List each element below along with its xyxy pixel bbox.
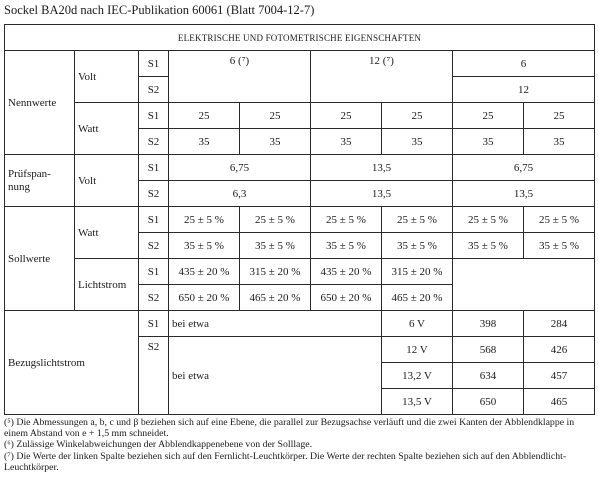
sub-label: S1 <box>139 207 169 233</box>
table-cell: 25 ± 5 % <box>524 207 595 233</box>
table-cell: 426 <box>524 337 595 363</box>
footnotes <box>4 417 592 473</box>
table-cell: 35 <box>524 129 595 155</box>
table-cell: bei etwa <box>169 311 382 337</box>
table-cell: 13,5 V <box>382 389 453 415</box>
table-cell: 25 ± 5 % <box>453 207 524 233</box>
table-cell: 12 (⁷) <box>311 51 453 103</box>
table-cell: 35 ± 5 % <box>311 233 382 259</box>
table-cell: 435 ± 20 % <box>311 259 382 285</box>
table-cell: 25 ± 5 % <box>311 207 382 233</box>
table-cell: 12 V <box>382 337 453 363</box>
table-cell: 315 ± 20 % <box>382 259 453 285</box>
table-cell: 25 <box>524 103 595 129</box>
table-row <box>5 207 595 233</box>
table-cell: 650 ± 20 % <box>311 285 382 311</box>
sub-label: S2 <box>139 233 169 259</box>
table-row <box>5 51 595 77</box>
table-cell: 35 <box>453 129 524 155</box>
sub-label: S2 <box>139 285 169 311</box>
table-cell: 35 ± 5 % <box>240 233 311 259</box>
table-cell: 6,75 <box>453 155 595 181</box>
sub-label: S1 <box>139 103 169 129</box>
table-cell: 6 V <box>382 311 453 337</box>
table-row <box>5 155 595 181</box>
properties-table <box>4 24 595 415</box>
table-cell: 35 ± 5 % <box>169 233 240 259</box>
table-cell: 25 <box>382 103 453 129</box>
footnote-7: (⁷) Die Werte der linken Spalte beziehen sich auf den Fernlicht-Leuchtkörper. Die Werte der rechten Spalte beziehen sich auf den Abblendlicht-Leuchtkörper. <box>4 450 567 473</box>
sub-label: S1 <box>139 51 169 77</box>
group-label-nennwerte: Nennwerte <box>5 51 75 155</box>
table-cell: 465 ± 20 % <box>382 285 453 311</box>
table-cell: 35 ± 5 % <box>453 233 524 259</box>
row-label-volt: Volt <box>75 51 139 103</box>
table-cell: 25 ± 5 % <box>382 207 453 233</box>
table-cell: 35 <box>382 129 453 155</box>
table-cell: 25 <box>169 103 240 129</box>
table-cell: 13,2 V <box>382 363 453 389</box>
sub-label: S1 <box>139 311 169 337</box>
table-cell: 465 <box>524 389 595 415</box>
table-cell: 35 <box>169 129 240 155</box>
table-cell: 35 <box>240 129 311 155</box>
table-cell: 398 <box>453 311 524 337</box>
table-cell: 650 <box>453 389 524 415</box>
table-cell: 568 <box>453 337 524 363</box>
table-cell: bei etwa <box>169 337 382 415</box>
sub-label: S2 <box>139 337 169 415</box>
sub-label: S1 <box>139 155 169 181</box>
table-cell: 6,75 <box>169 155 311 181</box>
row-label-watt: Watt <box>75 207 139 259</box>
table-header: ELEKTRISCHE UND FOTOMETRISCHE EIGENSCHAFTEN <box>5 25 595 51</box>
empty-cell <box>453 259 595 311</box>
table-cell: 435 ± 20 % <box>169 259 240 285</box>
table-cell: 25 <box>311 103 382 129</box>
table-cell: 315 ± 20 % <box>240 259 311 285</box>
table-cell: 6 <box>453 51 595 77</box>
sub-label: S2 <box>139 181 169 207</box>
row-label-volt: Volt <box>75 155 139 207</box>
footnote-6: (⁶) Zulässige Winkelabweichungen der Abblendkappenebene von der Solllage. <box>4 439 313 451</box>
footnote-5: (⁵) Die Abmessungen a, b, c und β beziehen sich auf eine Ebene, die parallel zur Bezugsachse verläuft und die zwei Kanten der Abblendklappe in einem Abstand von e + 1,5 mm schneidet. <box>4 417 575 440</box>
table-cell: 25 ± 5 % <box>240 207 311 233</box>
table-cell: 35 ± 5 % <box>524 233 595 259</box>
row-label-watt: Watt <box>75 103 139 155</box>
table-cell: 634 <box>453 363 524 389</box>
table-cell: 12 <box>453 77 595 103</box>
table-row <box>5 259 595 285</box>
table-cell: 465 ± 20 % <box>240 285 311 311</box>
table-cell: 13,5 <box>311 155 453 181</box>
sub-label: S1 <box>139 259 169 285</box>
group-label-bezugslichtstrom: Bezugslichtstrom <box>5 311 139 415</box>
table-cell: 284 <box>524 311 595 337</box>
table-row <box>5 311 595 337</box>
table-cell: 35 <box>311 129 382 155</box>
table-row <box>5 103 595 129</box>
table-cell: 35 ± 5 % <box>382 233 453 259</box>
document-title: Sockel BA20d nach IEC-Publikation 60061 (Blatt 7004-12-7) <box>4 3 315 17</box>
table-cell: 25 <box>240 103 311 129</box>
table-cell: 650 ± 20 % <box>169 285 240 311</box>
table-cell: 6,3 <box>169 181 311 207</box>
table-cell: 457 <box>524 363 595 389</box>
table-cell: 13,5 <box>453 181 595 207</box>
group-label-pruefspannung: Prüfspan- nung <box>5 155 75 207</box>
sub-label: S2 <box>139 129 169 155</box>
table-cell: 25 ± 5 % <box>169 207 240 233</box>
sub-label: S2 <box>139 77 169 103</box>
row-label-lichtstrom: Lichtstrom <box>75 259 139 311</box>
table-header-row <box>5 25 595 51</box>
table-cell: 25 <box>453 103 524 129</box>
group-label-sollwerte: Sollwerte <box>5 207 75 311</box>
table-cell: 13,5 <box>311 181 453 207</box>
table-cell: 6 (⁷) <box>169 51 311 103</box>
